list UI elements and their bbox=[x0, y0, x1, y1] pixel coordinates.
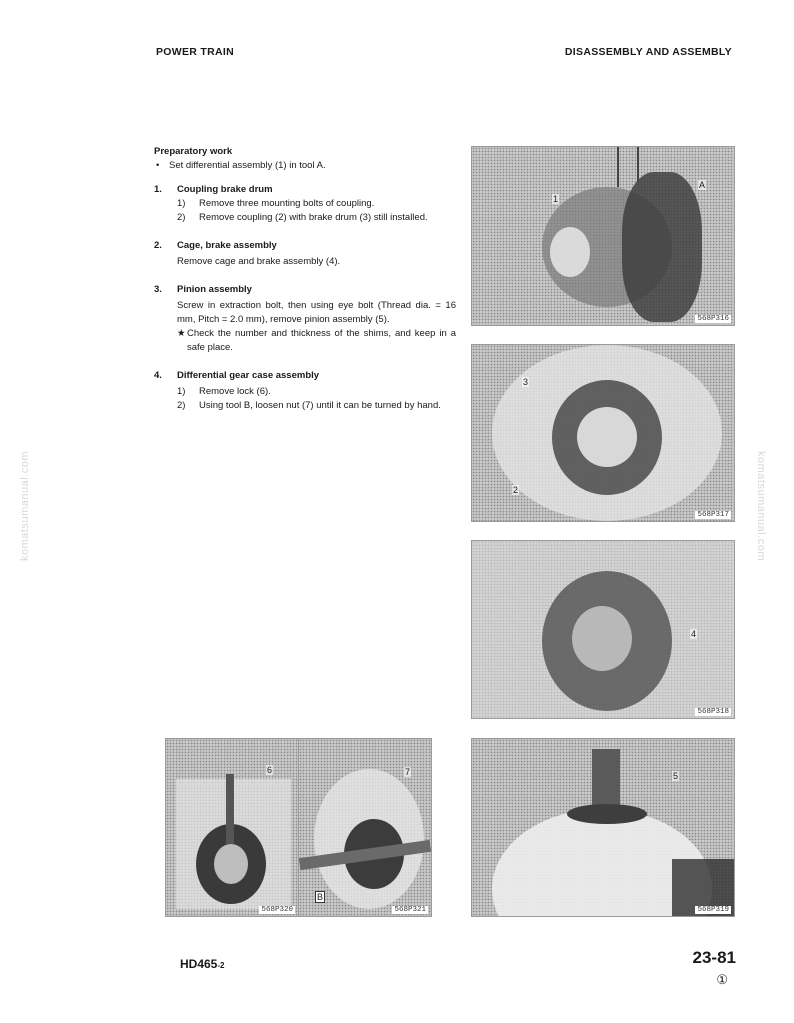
step-number: 3. bbox=[154, 284, 162, 295]
callout-5: 5 bbox=[673, 771, 679, 781]
photo-code: 568P316 bbox=[697, 315, 729, 323]
preparatory-heading: Preparatory work bbox=[154, 146, 233, 157]
procedure-text bbox=[154, 145, 456, 413]
substep-number: 1) bbox=[177, 198, 186, 209]
step-heading bbox=[154, 239, 456, 253]
model-name: HD465 bbox=[180, 957, 218, 971]
substep-number: 1) bbox=[177, 386, 186, 397]
substep-number: 2) bbox=[177, 212, 186, 223]
preparatory-bullet bbox=[154, 159, 456, 173]
substep-text: Remove three mounting bolts of coupling. bbox=[199, 198, 375, 209]
section-title: POWER TRAIN bbox=[156, 46, 234, 58]
photo-coupling-brake-drum bbox=[471, 344, 735, 522]
callout-1: 1 bbox=[553, 194, 559, 204]
callout-6: 6 bbox=[267, 765, 273, 775]
photo-code: 568P321 bbox=[394, 906, 426, 914]
photo-remove-lock bbox=[165, 738, 299, 917]
page-number: 23-81 bbox=[692, 948, 736, 967]
substep bbox=[154, 399, 456, 413]
callout-7: 7 bbox=[405, 767, 411, 777]
substep-number: 2) bbox=[177, 400, 186, 411]
photo-code: 568P317 bbox=[697, 511, 729, 519]
watermark-left: komatsumanual.com bbox=[19, 451, 31, 561]
step-note bbox=[154, 327, 456, 355]
callout-2: 2 bbox=[513, 485, 519, 495]
step-title: Differential gear case assembly bbox=[177, 370, 320, 381]
bullet-mark: • bbox=[156, 160, 160, 171]
star-mark: ★ bbox=[177, 328, 186, 339]
model-suffix: -2 bbox=[217, 961, 225, 970]
step-heading bbox=[154, 283, 456, 297]
step-title: Cage, brake assembly bbox=[177, 240, 277, 251]
substep bbox=[154, 197, 456, 211]
page-title: DISASSEMBLY AND ASSEMBLY bbox=[564, 46, 732, 58]
step-number: 1. bbox=[154, 184, 162, 195]
note-text: Check the number and thickness of the shims, and keep in a safe place. bbox=[187, 328, 456, 353]
substep bbox=[154, 211, 456, 225]
step-text: Screw in extraction bolt, then using eye bolt (Thread dia. = 16 mm, Pitch = 2.0 mm), remove pinion assembly (5). bbox=[177, 300, 456, 325]
model-number bbox=[180, 957, 224, 971]
step-heading bbox=[154, 369, 456, 383]
step-title: Coupling brake drum bbox=[177, 184, 273, 195]
photo-code: 568P318 bbox=[697, 708, 729, 716]
photo-code: 568P320 bbox=[261, 906, 293, 914]
step-title: Pinion assembly bbox=[177, 284, 252, 295]
substep bbox=[154, 385, 456, 399]
step-number: 4. bbox=[154, 370, 162, 381]
callout-B: B bbox=[317, 892, 324, 902]
callout-A: A bbox=[699, 180, 706, 190]
callout-4: 4 bbox=[691, 629, 697, 639]
photo-loosen-nut bbox=[298, 738, 432, 917]
preparatory-text: Set differential assembly (1) in tool A. bbox=[169, 160, 326, 171]
callout-3: 3 bbox=[523, 377, 529, 387]
substep-text: Remove coupling (2) with brake drum (3) still installed. bbox=[199, 212, 428, 223]
step-number: 2. bbox=[154, 240, 162, 251]
photo-code: 568P319 bbox=[697, 906, 729, 914]
revision-mark: ① bbox=[716, 972, 728, 987]
substep-text: Remove lock (6). bbox=[199, 386, 271, 397]
watermark-right: komatsumanual.com bbox=[755, 451, 767, 561]
step-heading bbox=[154, 183, 456, 197]
substep-text: Using tool B, loosen nut (7) until it can be turned by hand. bbox=[199, 400, 441, 411]
photo-cage-brake-assembly bbox=[471, 540, 735, 719]
step-text: Remove cage and brake assembly (4). bbox=[177, 256, 341, 267]
photo-pinion-assembly bbox=[471, 738, 735, 917]
photo-differential-on-tool bbox=[471, 146, 735, 326]
